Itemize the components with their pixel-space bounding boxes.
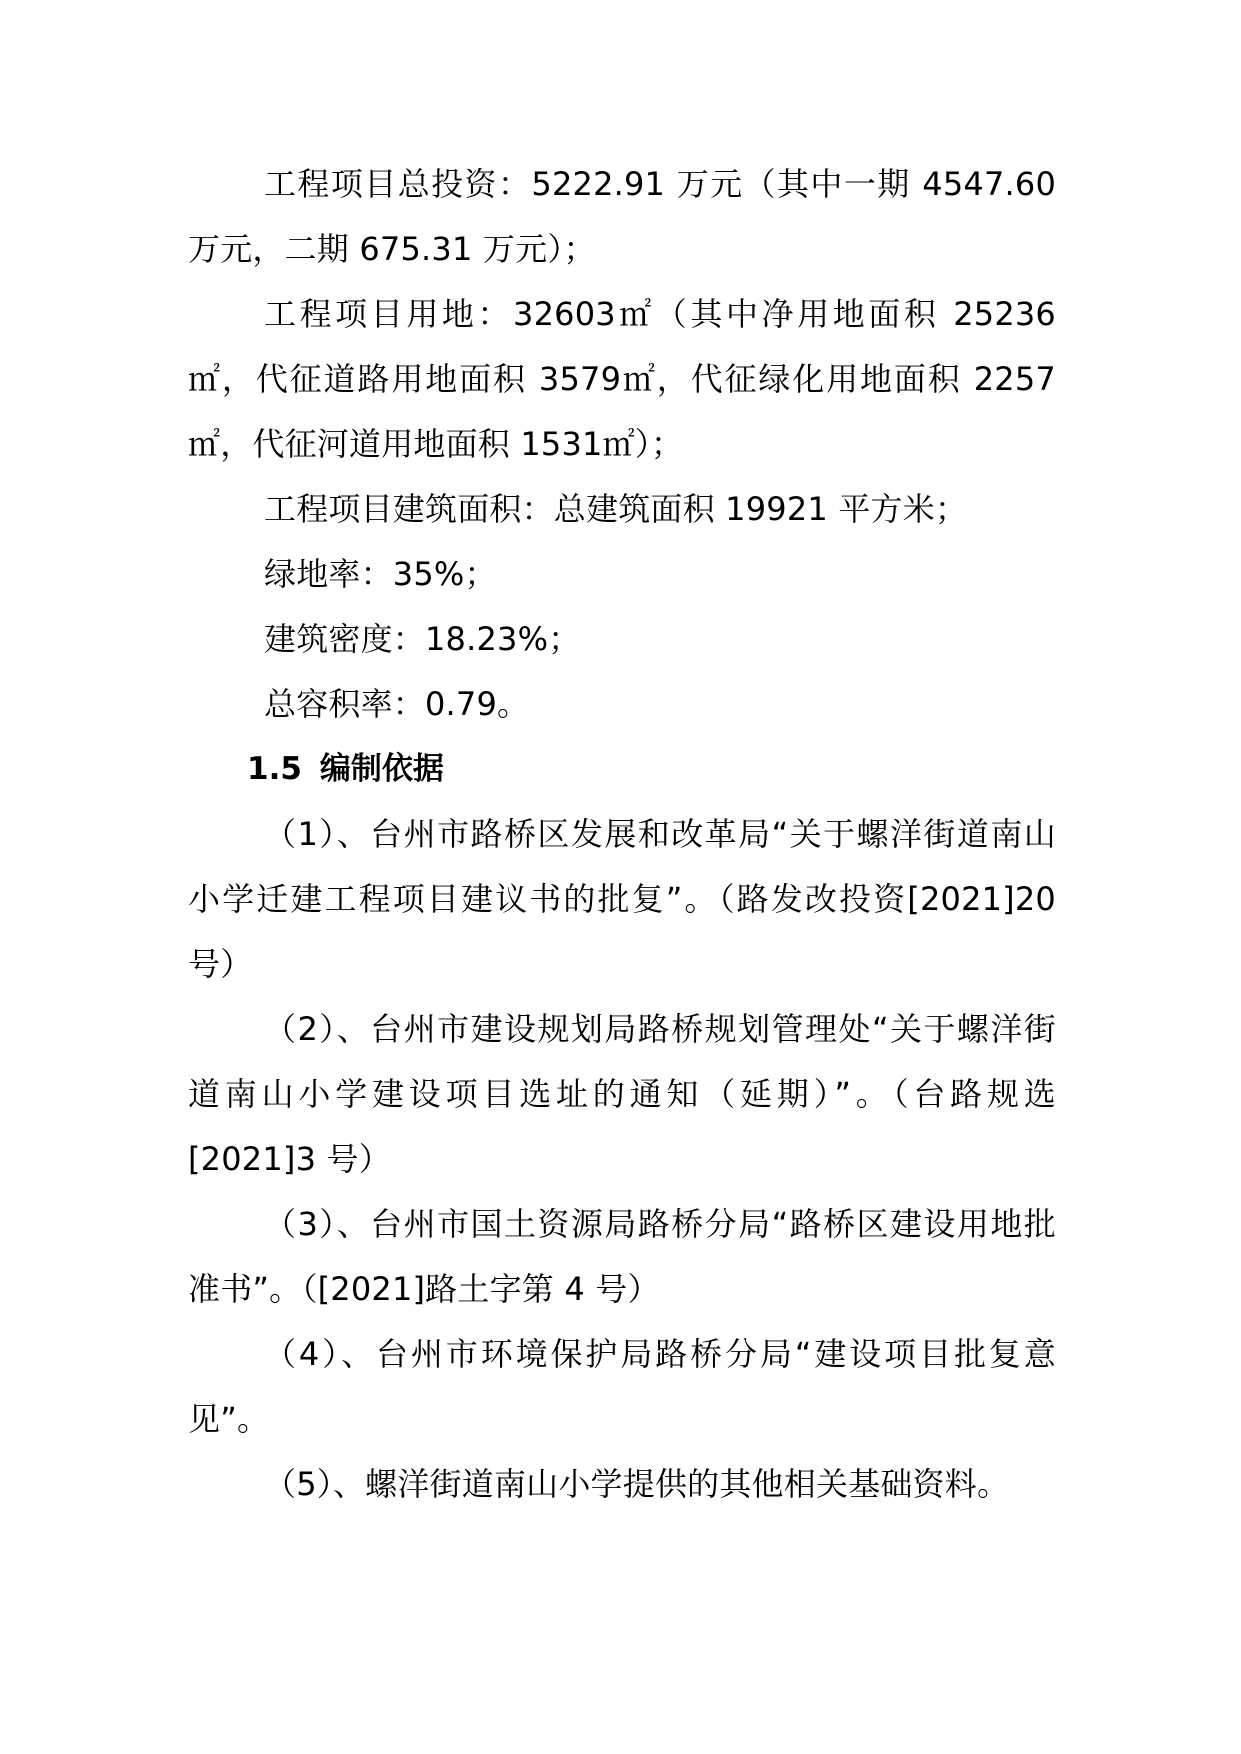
section-number: 1.5 <box>247 751 302 787</box>
section-heading <box>188 737 1056 802</box>
investment-paragraph: 工程项目总投资：5222.91 万元（其中一期 4547.60 万元，二期 675.31 万元）； <box>188 165 1056 268</box>
plot-ratio-paragraph: 总容积率：0.79。 <box>264 685 530 723</box>
basis-item-2: （2）、台州市建设规划局路桥规划管理处“关于螺洋街道南山小学建设项目选址的通知（延期）”。（台路规选[2021]3 号） <box>188 1010 1056 1178</box>
green-rate-paragraph: 绿地率：35%； <box>264 555 497 593</box>
basis-item-3: （3）、台州市国土资源局路桥分局“路桥区建设用地批准书”。（[2021]路土字第 4 号） <box>188 1205 1056 1308</box>
land-use-paragraph: 工程项目用地：32603㎡（其中净用地面积 25236㎡，代征道路用地面积 3579㎡，代征绿化用地面积 2257㎡，代征河道用地面积 1531㎡）； <box>188 295 1056 463</box>
building-density-paragraph: 建筑密度：18.23%； <box>264 620 581 658</box>
document-body <box>188 152 1056 1517</box>
basis-item-1: （1）、台州市路桥区发展和改革局“关于螺洋街道南山小学迁建工程项目建议书的批复”。（路发改投资[2021]20 号） <box>188 815 1056 983</box>
floor-area-paragraph: 工程项目建筑面积：总建筑面积 19921 平方米； <box>264 490 968 528</box>
section-title: 编制依据 <box>319 751 444 787</box>
basis-item-5: （5）、螺洋街道南山小学提供的其他相关基础资料。 <box>264 1465 1010 1503</box>
basis-item-4: （4）、台州市环境保护局路桥分局“建设项目批复意见”。 <box>188 1335 1056 1438</box>
